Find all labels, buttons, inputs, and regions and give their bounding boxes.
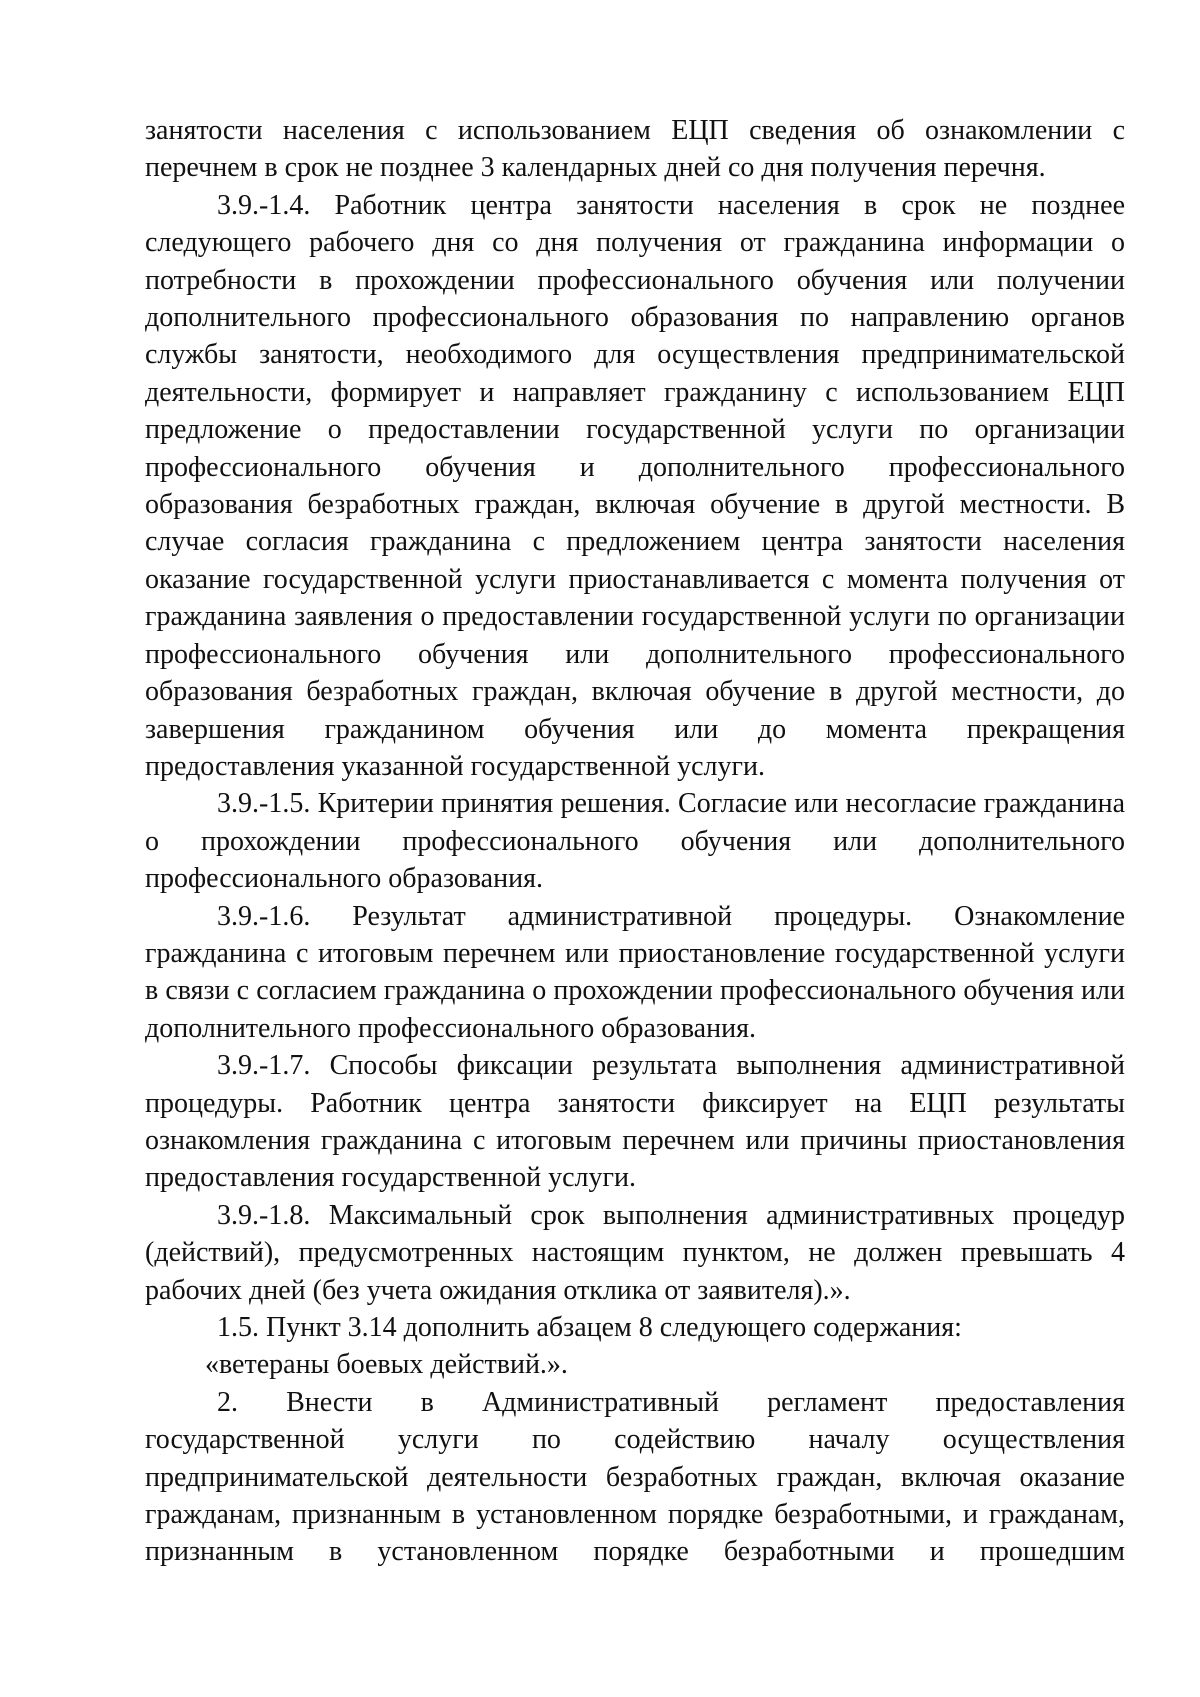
paragraph-2: 2. Внести в Административный регламент предоставления государственной услуги по содействию началу осуществления предпринимательской деятельности безработных граждан, включая оказание гражданам, признанным в установленном порядке безработными, и гражданам, признанным в установленном порядке безработными и прошедшим xyxy=(145,1386,1125,1568)
paragraph-3-9-1-4: 3.9.-1.4. Работник центра занятости населения в срок не позднее следующего рабочего дня со дня получения от гражданина информации о потребности в прохождении профессионального обучения или получении дополнительного профессионального образования по направлению органов службы занятости, необходимого для осуществления предпринимательской деятельности, формирует и направляет гражданину с использованием ЕЦП предложение о предоставлении государственной услуги по организации профессионального обучения и дополнительного профессионального образования безработных граждан, включая обучение в другой местности. В случае согласия гражданина с предложением центра занятости населения оказание государственной услуги приостанавливается с момента получения от гражданина заявления о предоставлении государственной услуги по организации профессионального обучения или дополнительного профессионального образования безработных граждан, включая обучение в другой местности, до завершения гражданином обучения или до момента прекращения предоставления указанной государственной услуги. xyxy=(145,189,1125,782)
document-page xyxy=(145,112,1125,1571)
quoted-insertion: «ветераны боевых действий.». xyxy=(205,1349,568,1381)
paragraph-3-9-1-5: 3.9.-1.5. Критерии принятия решения. Согласие или несогласие гражданина о прохождении профессионального обучения или дополнительного профессионального образования. xyxy=(145,788,1125,895)
paragraph-3-9-1-8: 3.9.-1.8. Максимальный срок выполнения административных процедур (действий), предусмотренных настоящим пунктом, не должен превышать 4 рабочих дней (без учета ожидания отклика от заявителя).». xyxy=(145,1199,1125,1306)
paragraph-continuation: занятости населения с использованием ЕЦП сведения об ознакомлении с перечнем в срок не позднее 3 календарных дней со дня получения перечня. xyxy=(145,115,1125,184)
paragraph-3-9-1-7: 3.9.-1.7. Способы фиксации результата выполнения административной процедуры. Работник центра занятости фиксирует на ЕЦП результаты ознакомления гражданина с итоговым перечнем или причины приостановления предоставления государственной услуги. xyxy=(145,1050,1125,1194)
paragraph-1-5: 1.5. Пункт 3.14 дополнить абзацем 8 следующего содержания: xyxy=(217,1312,962,1343)
paragraph-3-9-1-6: 3.9.-1.6. Результат административной процедуры. Ознакомление гражданина с итоговым перечнем или приостановление государственной услуги в связи с согласием гражданина о прохождении профессионального обучения или дополнительного профессионального образования. xyxy=(145,900,1125,1044)
